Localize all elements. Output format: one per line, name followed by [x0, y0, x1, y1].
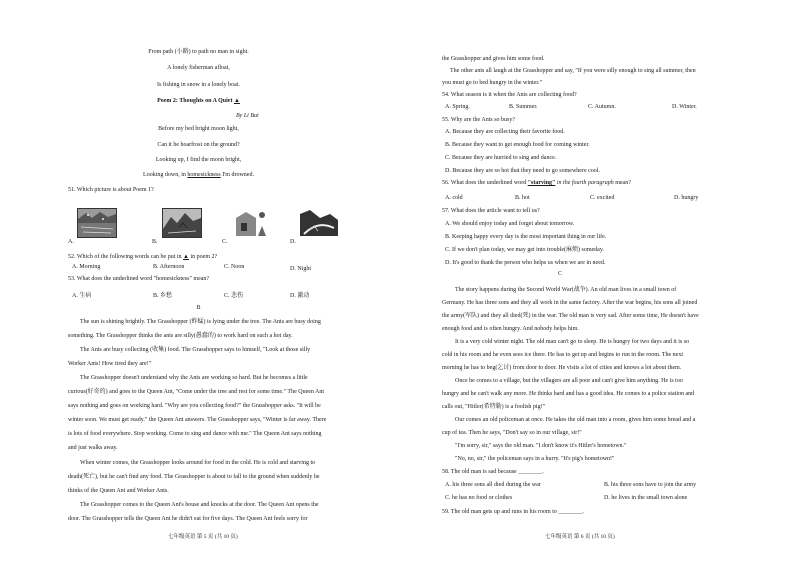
q55-option-b: B. Because they want to get enough food for coming winter. [445, 142, 590, 148]
passage-b-line: The Ants are busy collecting (收集) food. The Grasshopper says to himself, "Look at those silly [80, 347, 311, 353]
passage-b-line: The Grasshopper doesn't understand why the Ants are working so hard. But he becomes a little [80, 375, 308, 381]
q57-option-b: B. Keeping happy every day is the most important thing in our life. [445, 234, 607, 240]
passage-c-line: cold in his room and he even sees ice there. He has to get up and begins to run in the room. The next [442, 352, 683, 358]
underlined-homesickness: homesickness [187, 172, 221, 178]
q54-option-b: B. Summer. [509, 104, 538, 110]
passage-c-line: The story happens during the Second World War(战争). An old man lives in a small town of [455, 287, 677, 293]
q53-option-c: C. 悲伤 [224, 293, 244, 299]
passage-b-line: When winter comes, the Grasshopper looks around for food in the cold. He is cold and starving to [80, 460, 316, 466]
q54-option-d: D. Winter. [672, 104, 697, 110]
passage-c-line: "No, no, sir," the policeman says in a hurry. "It's pig's hometown!" [455, 456, 615, 462]
q52-option-b: B. Afternoon [153, 264, 185, 270]
question-59: 59. The old man gets up and runs in his room to ________. [442, 509, 584, 515]
passage-c-line: Our comes an old policeman at once. He takes the old man into a room, gives him some bread and a [455, 417, 696, 423]
passage-b-line: The sun is shining brightly. The Grasshopper (蚱蜢) is lying under the tree. The Ants are busy doing [80, 319, 321, 325]
q57-option-a: A. We should enjoy today and forget about tomorrow. [445, 221, 575, 227]
passage-b-line: Worker Ants! How tired they are!" [68, 361, 152, 367]
q55-option-d: D. Because they are so hot that they need to go somewhere cool. [445, 168, 600, 174]
question-56: 56. What does the underlined word "starving" in the fourth paragraph mean? [442, 180, 631, 186]
q52-option-a: A. Morning [72, 264, 101, 270]
q51-option-b: B. [152, 239, 158, 245]
page-footer: 七年级英语 第 6 页 (共 10 页) [545, 534, 615, 540]
passage-c-line: Once he comes to a village, but the villagers are all poor and can't give him anything. He is too [455, 378, 683, 384]
right-page [397, 0, 794, 561]
passage-c-line: cup of tea. Then he says, "Don't say so in our village, sir!" [442, 430, 582, 436]
passage-b-continued: The other ants all laugh at the Grasshopper and say, "If you were silly enough to sing all summer, then [450, 68, 696, 74]
q56-option-a: A. cold [445, 195, 463, 201]
poem2-line: Looking up, I find the moon bright, [155, 157, 242, 163]
passage-b-line: curious(好奇的) and goes to the Queen Ant, "Come under the tree and rest for some time." The Queen Ant [68, 389, 325, 395]
q53-option-a: A. 生病 [72, 293, 92, 299]
q55-option-a: A. Because they are collecting their favorite food. [445, 129, 565, 135]
q58-option-a: A. his three sons all died during the war [445, 482, 541, 488]
poem2-line: Can it be hoarfrost on the ground? [157, 142, 240, 148]
passage-c-line: calls out, "Hitler(希特勒) is a foolish pig!" [442, 404, 546, 410]
q52-blank: ▲ [183, 254, 189, 260]
passage-b-line: door. The Grasshopper tells the Queen Ant he didn't eat for five days. The Queen Ant feels sorry for [68, 516, 308, 522]
q53-option-d: D. 激动 [290, 293, 310, 299]
passage-c-line: Germany. He has three sons and they all work in the same factory. After the war begins, his sons all joined [442, 300, 698, 306]
underlined-starving: "starving" [527, 180, 556, 186]
q57-option-d: D. It's good to thank the person who helps us when we are in need. [445, 260, 606, 266]
q52-option-c: C. Noon [224, 264, 245, 270]
q56-option-b: B. hot [515, 195, 530, 201]
question-55: 55. Why are the Ants so busy? [442, 117, 516, 123]
q55-option-c: C. Because they are hurried to sing and dance. [445, 155, 557, 161]
section-c-heading: C [557, 271, 562, 277]
q58-option-d: D. he lives in the small town alone [604, 495, 688, 501]
passage-b-line: something. The Grasshopper thinks the ants are silly(愚蠢的) to work hard on such a hot day. [68, 333, 293, 339]
page-footer: 七年级英语 第 5 页 (共 10 页) [168, 534, 238, 540]
passage-b-line: is lots of food everywhere. Stop working. Come to sing and dance with me." The Queen Ant says nothing [68, 431, 322, 437]
rocky-river-picture [300, 208, 338, 236]
q56-option-c: C. excited [590, 195, 615, 201]
poem2-line: Looking down, in homesickness I'm drowned. [143, 172, 254, 178]
passage-b-line: The Grasshopper comes to the Queen Ant's house and knocks at the door. The Queen Ant opens the [80, 502, 319, 508]
q51-option-a: A. [68, 239, 74, 245]
passage-c-line: morning he has to beg(乞讨) from door to door. He visits a lot of cities and knows a lot about them. [442, 365, 682, 371]
question-52: 52. Which of the following words can be put in ▲ in poem 2? [68, 254, 218, 260]
q58-option-b: B. his three sons have to join the army [604, 482, 697, 488]
passage-c-line: the army(军队) and they all died(死) in the war. The old man is very sad. After some time, He doesn't have [442, 313, 699, 319]
passage-c-line: "I'm sorry, sir," says the old man. "I don't know it's Hitler's hometown." [455, 443, 627, 449]
passage-b-line: death(死亡), but he can't find any food. The Grasshopper is about to fall to the ground when suddenly he [68, 474, 320, 480]
section-b-heading: B [196, 305, 201, 311]
passage-c-line: enough food and is often hungry. And nobody helps him. [442, 326, 579, 332]
poem2-line: Before my bed bright moon light, [158, 126, 239, 132]
poem2-title: Poem 2: Thoughts on A Quiet ▲ [157, 98, 240, 104]
poem2-title-blank: ▲ [233, 98, 240, 104]
q56-option-d: D. hungry [674, 195, 699, 201]
question-57: 57. What does the article want to tell us? [442, 208, 540, 214]
passage-c-line: hungry and he can't walk any more. He thinks hard and has a good idea. He comes to a police station and [442, 391, 695, 397]
passage-b-line: thinks of the Queen Ant and Worker Ants. [68, 488, 169, 494]
poem1-line: A lonely fisherman afloat, [167, 65, 230, 71]
passage-b-line: and just walks away. [68, 445, 118, 451]
question-53: 53. What does the underlined word "homesickness" mean? [68, 276, 210, 282]
passage-b-line: says nothing and goes on working hard. "Why are you collecting food?" the Grasshopper asks. "It will be [68, 403, 321, 409]
passage-b-line: winter soon. We must get ready." the Queen Ant answers. The Grasshopper says, "Winter is far away. There [68, 417, 327, 423]
poem1-line: From path (小路) to path no man in sight. [148, 49, 249, 55]
q54-option-a: A. Spring. [445, 104, 470, 110]
q54-option-c: C. Autumn. [588, 104, 616, 110]
question-54: 54. What season is it when the Ants are collecting food? [442, 92, 577, 98]
q51-option-d: D. [290, 239, 296, 245]
q58-option-c: C. he has no food or clothes [445, 495, 513, 501]
q53-option-b: B. 乡愁 [153, 293, 173, 299]
passage-b-continued: the Grasshopper and gives him some food. [442, 56, 545, 62]
mountain-picture [162, 208, 202, 238]
snow-river-boat-picture [77, 208, 117, 238]
moon-house-picture [232, 208, 270, 236]
passage-b-continued: you must go to bed hungry in the winter." [442, 80, 542, 86]
q52-option-d: D. Night [290, 266, 311, 272]
poem2-author: By Li Bai [236, 113, 259, 119]
passage-c-line: It is a very cold winter night. The old man can't go to sleep. He is hungry for two days and it is so [455, 339, 690, 345]
question-58: 58. The old man is sad because ________. [442, 469, 544, 475]
poem1-line: Is fishing in snow in a lonely boat. [157, 82, 240, 88]
q57-option-c: C. If we don't plan today, we may get into trouble(麻烦) someday. [445, 247, 604, 253]
q51-option-c: C. [222, 239, 228, 245]
question-51: 51. Which picture is about Poem 1? [68, 187, 154, 193]
